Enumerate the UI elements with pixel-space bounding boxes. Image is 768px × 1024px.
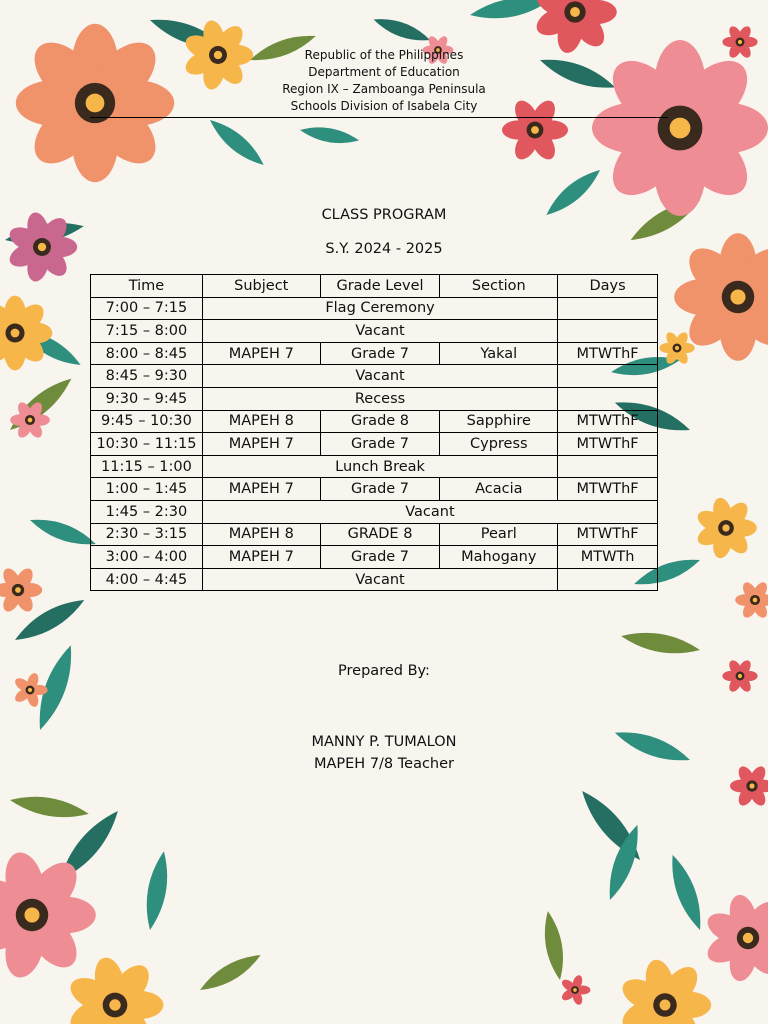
table-row	[91, 455, 658, 478]
signatory-position: MAPEH 7/8 Teacher	[313, 756, 455, 772]
leaf-icon	[8, 791, 90, 823]
days-cell: MTWThF	[558, 478, 658, 501]
flower-icon	[560, 974, 590, 1006]
time-cell: 1:00 – 1:45	[91, 478, 203, 501]
letterhead-department: Department of Education	[308, 65, 460, 79]
column-header-time: Time	[91, 275, 203, 298]
time-cell: 2:30 – 3:15	[91, 523, 203, 546]
column-header-section: Section	[440, 275, 558, 298]
table-row	[91, 297, 658, 320]
table-row	[91, 365, 658, 388]
letterhead	[0, 47, 768, 115]
time-cell: 9:45 – 10:30	[91, 410, 203, 433]
flower-icon	[694, 496, 756, 560]
days-cell: MTWThF	[558, 433, 658, 456]
merged-activity-cell: Vacant	[202, 320, 557, 343]
grade-cell: Grade 8	[320, 410, 440, 433]
table-row	[91, 568, 658, 591]
days-cell	[558, 387, 658, 410]
days-cell	[558, 320, 658, 343]
merged-activity-cell: Vacant	[202, 365, 557, 388]
grade-cell: Grade 7	[320, 433, 440, 456]
letterhead-region: Region IX – Zamboanga Peninsula	[282, 82, 486, 96]
leaf-icon	[468, 0, 550, 24]
column-header-subject: Subject	[202, 275, 320, 298]
flower-icon	[65, 955, 163, 1024]
leaf-icon	[664, 852, 708, 933]
table-header-row	[91, 275, 658, 298]
table-row	[91, 433, 658, 456]
document-title: CLASS PROGRAM	[321, 207, 447, 223]
subject-cell: MAPEH 7	[202, 478, 320, 501]
leaf-icon	[205, 114, 269, 171]
leaf-icon	[196, 948, 265, 997]
letterhead-republic: Republic of the Philippines	[304, 48, 464, 62]
time-cell: 7:00 – 7:15	[91, 297, 203, 320]
section-cell: Sapphire	[440, 410, 558, 433]
subject-cell: MAPEH 8	[202, 523, 320, 546]
letterhead-division: Schools Division of Isabela City	[290, 99, 478, 113]
school-year: S.Y. 2024 - 2025	[325, 241, 443, 257]
signatory	[0, 731, 768, 775]
flower-icon	[0, 296, 52, 371]
section-cell: Yakal	[440, 342, 558, 365]
grade-cell: GRADE 8	[320, 523, 440, 546]
time-cell: 8:00 – 8:45	[91, 342, 203, 365]
days-cell	[558, 365, 658, 388]
merged-activity-cell: Flag Ceremony	[202, 297, 557, 320]
time-cell: 9:30 – 9:45	[91, 387, 203, 410]
leaf-icon	[299, 123, 361, 147]
flower-icon	[0, 849, 96, 982]
days-cell	[558, 568, 658, 591]
leaf-icon	[620, 627, 702, 659]
letterhead-divider	[90, 117, 668, 118]
grade-cell: Grade 7	[320, 342, 440, 365]
time-cell: 1:45 – 2:30	[91, 500, 203, 523]
leaf-icon	[371, 13, 432, 47]
days-cell: MTWThF	[558, 523, 658, 546]
grade-cell: Grade 7	[320, 478, 440, 501]
grade-cell: Grade 7	[320, 546, 440, 569]
time-cell: 10:30 – 11:15	[91, 433, 203, 456]
column-header-days: Days	[558, 275, 658, 298]
table-row	[91, 320, 658, 343]
days-cell: MTWTh	[558, 546, 658, 569]
subject-cell: MAPEH 7	[202, 342, 320, 365]
days-cell	[558, 455, 658, 478]
table-row	[91, 387, 658, 410]
time-cell: 8:45 – 9:30	[91, 365, 203, 388]
leaf-icon	[141, 850, 173, 932]
flower-icon	[618, 957, 712, 1024]
section-cell: Pearl	[440, 523, 558, 546]
leaf-icon	[540, 910, 568, 982]
column-header-grade-level: Grade Level	[320, 275, 440, 298]
time-cell: 4:00 – 4:45	[91, 568, 203, 591]
time-cell: 7:15 – 8:00	[91, 320, 203, 343]
class-program-table	[90, 274, 658, 591]
table-row	[91, 546, 658, 569]
subject-cell: MAPEH 7	[202, 433, 320, 456]
subject-cell: MAPEH 7	[202, 546, 320, 569]
signatory-name: MANNY P. TUMALON	[311, 734, 457, 750]
time-cell: 3:00 – 4:00	[91, 546, 203, 569]
section-cell: Acacia	[440, 478, 558, 501]
section-cell: Cypress	[440, 433, 558, 456]
merged-activity-cell: Vacant	[202, 568, 557, 591]
time-cell: 11:15 – 1:00	[91, 455, 203, 478]
merged-activity-cell: Recess	[202, 387, 557, 410]
table-row	[91, 342, 658, 365]
days-cell	[558, 297, 658, 320]
table-row	[91, 523, 658, 546]
merged-activity-cell: Vacant	[202, 500, 657, 523]
flower-icon	[0, 566, 42, 615]
flower-icon	[735, 580, 768, 620]
subject-cell: MAPEH 8	[202, 410, 320, 433]
merged-activity-cell: Lunch Break	[202, 455, 557, 478]
table-row	[91, 478, 658, 501]
flower-icon	[703, 892, 768, 983]
section-cell: Mahogany	[440, 546, 558, 569]
leaf-icon	[27, 512, 98, 551]
days-cell: MTWThF	[558, 410, 658, 433]
days-cell: MTWThF	[558, 342, 658, 365]
table-row	[91, 500, 658, 523]
table-row	[91, 410, 658, 433]
prepared-by-label: Prepared By:	[338, 663, 430, 679]
